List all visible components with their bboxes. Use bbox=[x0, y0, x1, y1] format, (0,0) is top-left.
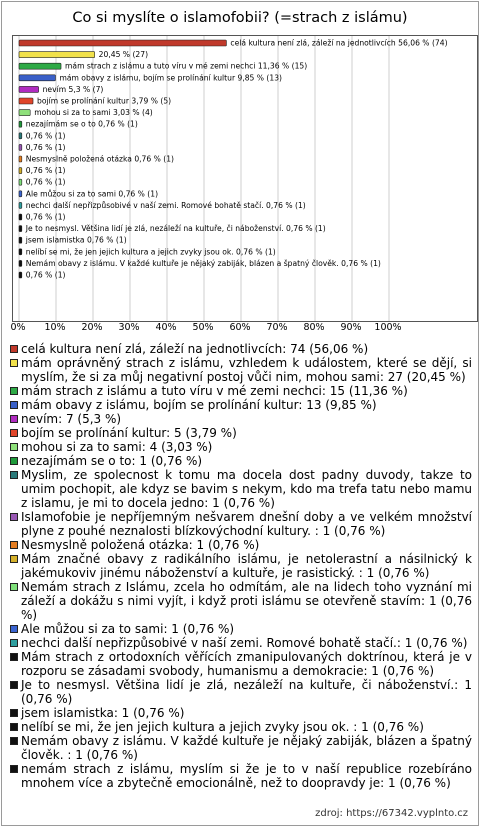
chart-frame bbox=[1, 1, 479, 826]
bar bbox=[19, 121, 22, 127]
bar bbox=[19, 260, 22, 266]
plot-area bbox=[12, 35, 478, 322]
bar bbox=[19, 191, 22, 197]
legend-label: mám oprávněný strach z islámu, vzhledem k událostem, které se dějí, si myslím, že si za můj negativní postoj vůči nim, mohou sami: 27 (20,45 %) bbox=[21, 356, 472, 384]
bar-label: mám strach z islámu a tuto víru v mé zemi nechci 11,36 % (15) bbox=[65, 61, 308, 71]
bar bbox=[19, 179, 22, 185]
legend-label: Nemám strach z Islámu, zcela ho odmítám, ale na lidech toho vyznání mi záleží a dokážu s nimi vyjít, i když proti islámu se otevřeně stavím: 1 (0,76 %) bbox=[21, 580, 472, 622]
legend-swatch bbox=[10, 541, 18, 549]
bar bbox=[19, 202, 22, 208]
legend-item bbox=[10, 426, 472, 440]
legend-swatch bbox=[10, 345, 18, 353]
legend-item bbox=[10, 440, 472, 454]
legend-item bbox=[10, 356, 472, 384]
x-tick-label: 10% bbox=[44, 322, 66, 333]
bar-label: nechci další nepřizpůsobivé v naší zemi. Romové bohatě stačí. 0,76 % (1) bbox=[25, 200, 306, 210]
legend-label: nemám strach z islámu, myslím si že je to v naší republice rozebíráno mnohem více a zbytečně emocionálně, než to doopravdy je: 1 (0,76 %) bbox=[21, 762, 472, 790]
bar-label: mám obavy z islámu, bojím se prolínání kultur 9,85 % (13) bbox=[59, 73, 283, 83]
legend-item bbox=[10, 720, 472, 734]
legend-item bbox=[10, 538, 472, 552]
legend-label: nechci další nepřizpůsobivé v naší zemi. Romové bohatě stačí.: 1 (0,76 %) bbox=[21, 636, 468, 650]
x-tick-label: 60% bbox=[229, 322, 251, 333]
legend-label: jsem islamistka: 1 (0,76 %) bbox=[21, 706, 185, 720]
bar bbox=[19, 168, 22, 174]
legend-swatch bbox=[10, 387, 18, 395]
bar-label: 0,76 % (1) bbox=[25, 131, 66, 141]
legend-swatch bbox=[10, 625, 18, 633]
legend-label: bojím se prolínání kultur: 5 (3,79 %) bbox=[21, 426, 237, 440]
bar bbox=[19, 40, 226, 46]
legend-swatch bbox=[10, 737, 18, 745]
bar-label: nelíbí se mi, že jen jejich kultura a jejich zvyky jsou ok. 0,76 % (1) bbox=[25, 247, 276, 257]
legend-label: Ale můžou si za to sami: 1 (0,76 %) bbox=[21, 622, 235, 636]
bar-label: 0,76 % (1) bbox=[25, 177, 66, 187]
legend-label: Nesmyslně položená otázka: 1 (0,76 %) bbox=[21, 538, 260, 552]
legend-swatch bbox=[10, 415, 18, 423]
legend-label: nelíbí se mi, že jen jejich kultura a jejich zvyky jsou ok. : 1 (0,76 %) bbox=[21, 720, 424, 734]
legend-item bbox=[10, 678, 472, 706]
legend-label: mohou si za to sami: 4 (3,03 %) bbox=[21, 440, 213, 454]
legend-item bbox=[10, 734, 472, 762]
legend-label: mám obavy z islámu, bojím se prolínání kultur: 13 (9,85 %) bbox=[21, 398, 377, 412]
bar bbox=[19, 98, 33, 104]
legend-item bbox=[10, 468, 472, 510]
bar-label: celá kultura není zlá, záleží na jednotlivcích 56,06 % (74) bbox=[230, 38, 448, 48]
legend-swatch bbox=[10, 429, 18, 437]
bar-label: nezajímám se o to 0,76 % (1) bbox=[25, 119, 138, 129]
legend-item bbox=[10, 580, 472, 622]
bar bbox=[19, 226, 22, 232]
legend-item bbox=[10, 454, 472, 468]
bar-label: 20,45 % (27) bbox=[98, 50, 149, 60]
legend-label: nezajímám se o to: 1 (0,76 %) bbox=[21, 454, 203, 468]
x-tick-label: 70% bbox=[266, 322, 288, 333]
legend-swatch bbox=[10, 653, 18, 661]
legend-swatch bbox=[10, 457, 18, 465]
legend-item bbox=[10, 762, 472, 790]
legend-swatch bbox=[10, 639, 18, 647]
bar bbox=[19, 52, 95, 58]
bar-label: Nesmyslně položená otázka 0,76 % (1) bbox=[25, 154, 175, 164]
legend-item bbox=[10, 552, 472, 580]
x-tick-label: 20% bbox=[81, 322, 103, 333]
chart-title: Co si myslíte o islamofobii? (=strach z islámu) bbox=[72, 10, 408, 26]
legend-item bbox=[10, 650, 472, 678]
legend-swatch bbox=[10, 513, 18, 521]
legend-swatch bbox=[10, 723, 18, 731]
legend-label: Nemám obavy z islámu. V každé kultuře je nějaký zabiják, blázen a špatný člověk. : 1 (0,76 %) bbox=[21, 734, 472, 762]
legend-swatch bbox=[10, 555, 18, 563]
legend-swatch bbox=[10, 443, 18, 451]
x-tick-label: 30% bbox=[118, 322, 140, 333]
bar bbox=[19, 86, 39, 92]
bar-label: 0,76 % (1) bbox=[25, 142, 66, 152]
bar-chart-svg bbox=[13, 36, 477, 321]
legend-label: Mám strach z ortodoxních věřících zmanipulovaných doktrínou, která je v rozporu se zásadami svobody, humanismu a demokracie: 1 (0,76 %) bbox=[21, 650, 472, 678]
bar-label: Nemám obavy z islámu. V každé kultuře je nějaký zabiják, blázen a špatný člověk. 0,76 % (1) bbox=[25, 258, 381, 268]
bar-label: jsem islamistka 0,76 % (1) bbox=[25, 235, 127, 245]
legend-swatch bbox=[10, 471, 18, 479]
bar bbox=[19, 272, 22, 278]
legend-swatch bbox=[10, 709, 18, 717]
bar bbox=[19, 63, 61, 69]
x-tick-label: 0% bbox=[10, 322, 26, 333]
legend-swatch bbox=[10, 681, 18, 689]
x-tick-label: 80% bbox=[303, 322, 325, 333]
legend-item bbox=[10, 384, 472, 398]
source-label: zdroj: https://67342.vyplnto.cz bbox=[315, 808, 468, 819]
bar-label: mohou si za to sami 3,03 % (4) bbox=[34, 108, 153, 118]
bar-label: Je to nesmysl. Většina lidí je zlá, nezáleží na kultuře, či náboženství. 0,76 % (1) bbox=[25, 224, 326, 234]
bar-label: 0,76 % (1) bbox=[25, 166, 66, 176]
legend-item bbox=[10, 342, 472, 356]
legend-label: nevím: 7 (5,3 %) bbox=[21, 412, 122, 426]
legend-swatch bbox=[10, 359, 18, 367]
legend-swatch bbox=[10, 401, 18, 409]
legend-item bbox=[10, 622, 472, 636]
bar-label: 0,76 % (1) bbox=[25, 212, 66, 222]
bar bbox=[19, 249, 22, 255]
x-tick-label: 40% bbox=[155, 322, 177, 333]
legend-item bbox=[10, 398, 472, 412]
legend-item bbox=[10, 510, 472, 538]
legend-label: mám strach z islámu a tuto víru v mé zemi nechci: 15 (11,36 %) bbox=[21, 384, 408, 398]
bar bbox=[19, 214, 22, 220]
legend-swatch bbox=[10, 765, 18, 773]
bar bbox=[19, 75, 55, 81]
x-tick-label: 50% bbox=[192, 322, 214, 333]
legend-label: Myslim, ze spolecnost k tomu ma docela dost padny duvody, takze to umim pochopit, ale kdyz se bavim s nekym, kdo ma trefa tatu nebo mamu z islamu, je mi to docela jedno: 1 (0,76 %) bbox=[21, 468, 472, 510]
legend-label: Islamofobie je nepříjemným nešvarem dnešní doby a ve velkém množství plyne z pouhé neznalosti blízkovýchodní kultury. : 1 (0,76 %) bbox=[21, 510, 472, 538]
legend-label: celá kultura není zlá, záleží na jednotlivcích: 74 (56,06 %) bbox=[21, 342, 369, 356]
legend bbox=[10, 342, 472, 790]
bar-label: bojím se prolínání kultur 3,79 % (5) bbox=[37, 96, 172, 106]
bar-label: 0,76 % (1) bbox=[25, 270, 66, 280]
bar bbox=[19, 237, 22, 243]
bar bbox=[19, 156, 22, 162]
bar bbox=[19, 110, 30, 116]
legend-item bbox=[10, 412, 472, 426]
legend-label: Je to nesmysl. Většina lidí je zlá, nezáleží na kultuře, či náboženství.: 1 (0,76 %) bbox=[21, 678, 472, 706]
legend-item bbox=[10, 706, 472, 720]
bar bbox=[19, 133, 22, 139]
bar-label: Ale můžou si za to sami 0,76 % (1) bbox=[25, 189, 159, 199]
x-tick-label: 90% bbox=[340, 322, 362, 333]
legend-label: Mám značné obavy z radikálního islámu, je netolerastní a násilnický k jakémukoviv jinému náboženství a kultuře, je rasistický. : 1 (0,76 %) bbox=[21, 552, 472, 580]
legend-item bbox=[10, 636, 472, 650]
x-tick-label: 100% bbox=[374, 322, 402, 333]
legend-swatch bbox=[10, 583, 18, 591]
bar-label: nevím 5,3 % (7) bbox=[42, 84, 104, 94]
bar bbox=[19, 144, 22, 150]
